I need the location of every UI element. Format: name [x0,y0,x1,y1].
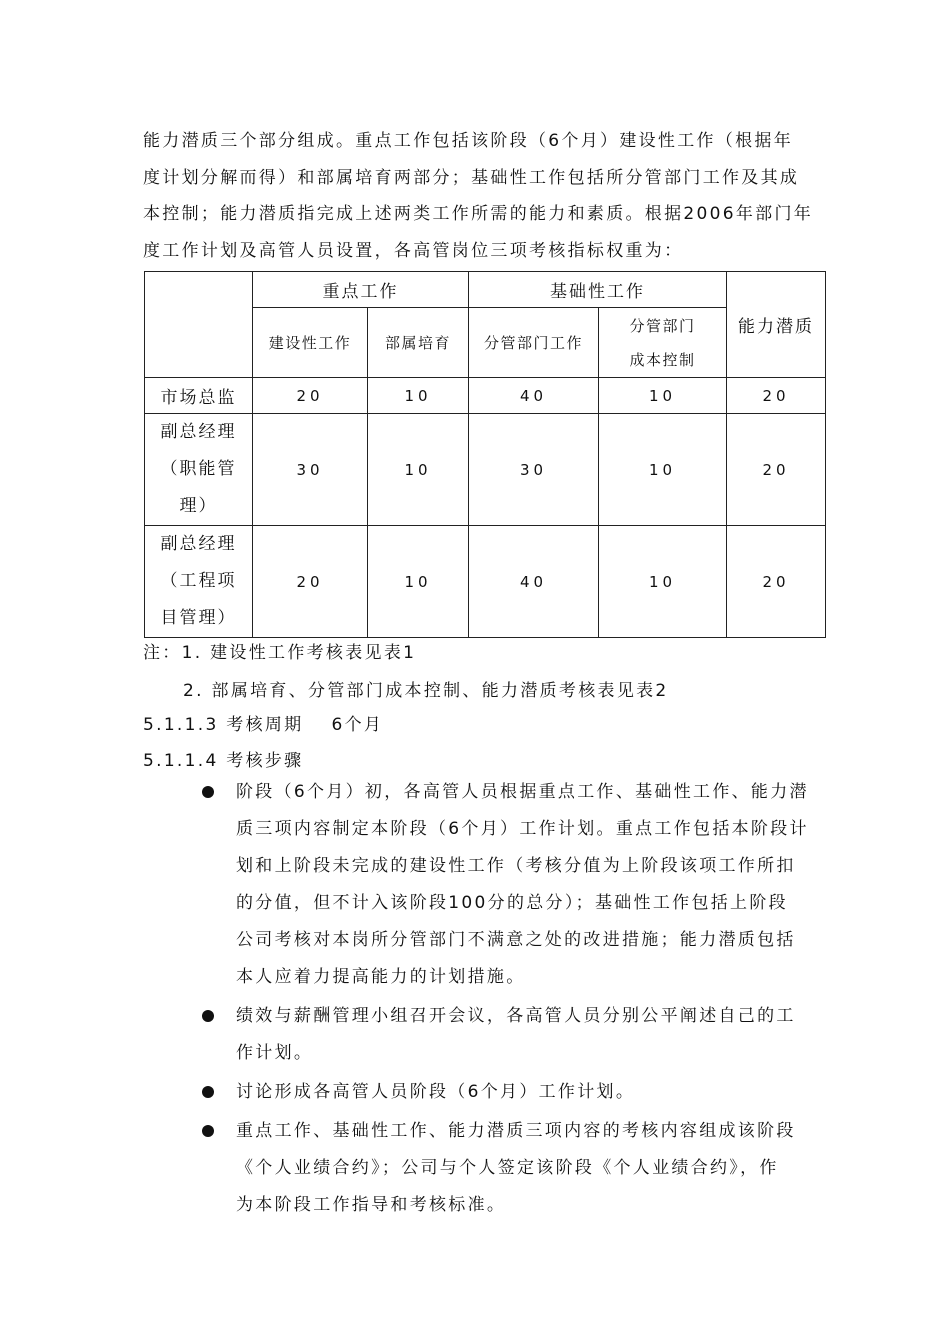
value-cell: 20 [727,526,826,638]
list-item [200,1113,810,1224]
value-cell: 10 [599,414,727,526]
list-item-line: 重点工作、基础性工作、能力潜质三项内容的考核内容组成该阶段 [236,1121,796,1141]
row-role [145,526,253,638]
list-item [200,774,810,996]
value-cell: 30 [253,414,368,526]
list-item-line: 公司考核对本岗所分管部门不满意之处的改进措施；能力潜质包括 [236,930,796,950]
subheader-constructive: 建设性工作 [253,308,368,378]
list-item-line: 讨论形成各高管人员阶段（6个月）工作计划。 [236,1082,636,1102]
section-period-label: 5.1.1.3 考核周期 [143,715,304,735]
intro-line: 能力潜质三个部分组成。重点工作包括该阶段（6个月）建设性工作（根据年 [143,131,794,151]
value-cell: 20 [727,414,826,526]
table-corner-cell [145,272,253,378]
table-row [145,526,826,638]
row-role-line: 副总经理 [160,422,237,442]
intro-line: 度计划分解而得）和部属培育两部分；基础性工作包括所分管部门工作及其成 [143,167,800,188]
value-cell: 40 [469,526,599,638]
steps-list [200,774,810,1226]
table-row [145,414,826,526]
header-ability: 能力潜质 [727,272,826,378]
subheader-dept-cost [599,308,727,378]
intro-line: 本控制；能力潜质指完成上述两类工作所需的能力和素质。根据2006年部门年 [143,204,814,225]
list-item-line: 绩效与薪酬管理小组召开会议，各高管人员分别公平阐述自己的工 [236,1006,796,1026]
table-note-2: 2. 部属培育、分管部门成本控制、能力潜质考核表见表2 [183,681,669,701]
row-role-line: 目管理） [160,608,237,628]
list-item-line: 本人应着力提高能力的计划措施。 [236,967,526,987]
section-steps-heading: 5.1.1.4 考核步骤 [143,751,304,771]
row-role [145,414,253,526]
section-period-value: 6个月 [331,715,384,735]
section-period [143,710,383,735]
subheader-dept-cost-line: 分管部门 [629,316,696,335]
header-key-work: 重点工作 [253,272,469,308]
table-note-1: 注：1. 建设性工作考核表见表1 [143,643,417,663]
table-row [145,378,826,414]
list-item-line: 作计划。 [236,1043,314,1063]
bullet-icon [202,1010,214,1022]
value-cell: 40 [469,378,599,414]
value-cell: 10 [368,526,469,638]
value-cell: 10 [599,378,727,414]
value-cell: 10 [599,526,727,638]
intro-paragraph [143,123,813,270]
intro-line: 度工作计划及高管人员设置，各高管岗位三项考核指标权重为： [143,241,684,262]
bullet-icon [202,786,214,798]
row-role-line: 副总经理 [160,534,237,554]
row-role-line: 理） [179,496,218,516]
value-cell: 30 [469,414,599,526]
subheader-training: 部属培育 [368,308,469,378]
list-item [200,998,810,1072]
row-role: 市场总监 [145,378,253,414]
bullet-icon [202,1086,214,1098]
list-item-line: 的分值，但不计入该阶段100分的总分）；基础性工作包括上阶段 [236,893,788,913]
subheader-dept-cost-line: 成本控制 [629,350,696,369]
bullet-icon [202,1125,214,1137]
subheader-dept-work: 分管部门工作 [469,308,599,378]
list-item [200,1074,810,1111]
value-cell: 20 [253,526,368,638]
list-item-line: 划和上阶段未完成的建设性工作（考核分值为上阶段该项工作所扣 [236,856,796,876]
list-item-line: 《个人业绩合约》；公司与个人签定该阶段《个人业绩合约》，作 [236,1158,779,1178]
weight-table [144,271,826,638]
header-basic-work: 基础性工作 [469,272,727,308]
row-role-line: （工程项 [160,571,237,591]
value-cell: 20 [253,378,368,414]
list-item-line: 阶段（6个月）初，各高管人员根据重点工作、基础性工作、能力潜 [236,782,809,802]
row-role-line: （职能管 [160,459,237,479]
value-cell: 10 [368,414,469,526]
list-item-line: 质三项内容制定本阶段（6个月）工作计划。重点工作包括本阶段计 [236,819,809,839]
list-item-line: 为本阶段工作指导和考核标准。 [236,1195,507,1215]
value-cell: 20 [727,378,826,414]
value-cell: 10 [368,378,469,414]
